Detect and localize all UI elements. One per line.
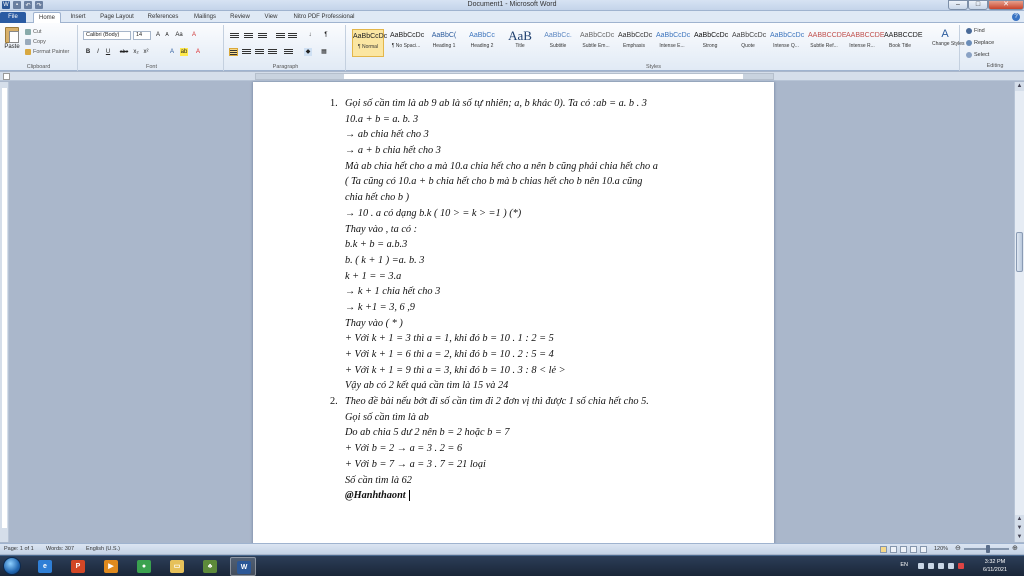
vertical-ruler[interactable]	[0, 82, 9, 542]
document-line[interactable]	[323, 284, 763, 300]
document-line[interactable]	[323, 331, 763, 347]
cursor-icon	[966, 52, 972, 58]
document-line[interactable]	[323, 488, 763, 504]
web-layout-view-icon[interactable]	[900, 546, 907, 553]
document-line[interactable]	[323, 253, 763, 269]
superscript-button[interactable]: x²	[143, 49, 149, 55]
clipboard-icon	[5, 27, 19, 43]
document-line[interactable]	[323, 441, 763, 457]
style-name: Intense E...	[659, 43, 685, 49]
save-icon[interactable]: ▪	[13, 1, 21, 9]
justify-icon[interactable]	[268, 48, 277, 56]
style-name: Title	[515, 43, 525, 49]
line-text: Số cần tìm là 62	[345, 474, 412, 486]
powerpoint-icon: P	[71, 560, 85, 573]
copy-label: Copy	[33, 39, 46, 45]
numbered-paragraph[interactable]	[323, 394, 763, 410]
left-margin-marker	[256, 74, 344, 79]
document-line[interactable]	[323, 425, 763, 441]
chrome-icon: ●	[137, 560, 151, 573]
find-label: Find	[974, 28, 985, 34]
zoom-out-icon[interactable]: ⊖	[955, 545, 961, 552]
cut-button[interactable]	[25, 29, 42, 35]
style-tile[interactable]	[808, 29, 847, 57]
previous-page-icon[interactable]: ▲	[1016, 516, 1023, 522]
document-line[interactable]	[323, 378, 763, 394]
line-text: b. ( k + 1 ) =a. b. 3	[345, 254, 425, 266]
taskbar-powerpoint[interactable]	[65, 557, 91, 576]
style-sample: AaBbCcDc	[732, 32, 767, 39]
word-logo-icon: W	[3, 2, 9, 8]
ie-icon: e	[38, 560, 52, 573]
paintbrush-icon	[25, 49, 31, 55]
line-text: Mà ab chia hết cho a mà 10.a chia hết cho a nên b cũng phải chia hết cho a	[345, 160, 658, 172]
line-text: Thay vào ( * )	[345, 317, 403, 329]
text-effects-icon[interactable]: A	[169, 49, 174, 55]
style-name: Strong	[702, 43, 718, 49]
clock-date: 6/11/2021	[982, 567, 1008, 573]
style-tile[interactable]	[352, 29, 388, 57]
style-sample: AaBbCcDc	[353, 33, 388, 40]
change-case-button[interactable]: Aa	[175, 32, 183, 38]
format-painter-button[interactable]	[25, 49, 69, 55]
style-sample: AaBbCcDc	[770, 32, 805, 39]
style-sample: AaBbCcDc	[694, 32, 729, 39]
taskbar-chrome[interactable]	[131, 557, 157, 576]
clear-formatting-button[interactable]: A	[191, 32, 196, 38]
line-text: Gọi số cần tìm là ab 9 ab là số tự nhiên; a, b khác 0). Ta có :ab = a. b . 3	[345, 98, 647, 109]
style-sample: AABBCCDE	[884, 32, 923, 39]
line-text: + Với k + 1 = 6 thì a = 2, khi đó b = 10 . 2 : 5 = 4	[345, 349, 554, 360]
document-line[interactable]	[323, 237, 763, 253]
full-screen-view-icon[interactable]	[890, 546, 897, 553]
taskbar-word[interactable]	[230, 557, 256, 576]
style-name: Heading 2	[470, 43, 494, 49]
style-sample: AABBCCDE	[808, 32, 847, 39]
tab-nitro-pdf[interactable]: Nitro PDF Professional	[293, 14, 355, 20]
line-text: → 10 . a có dạng b.k ( 10 > = k > =1 ) (*)	[345, 207, 522, 219]
flag-icon[interactable]	[958, 563, 964, 569]
line-text: → a + b chia hết cho 3	[345, 145, 441, 157]
styles-group-label: Styles	[646, 64, 661, 70]
document-line[interactable]	[323, 410, 763, 426]
tab-file[interactable]: File	[0, 12, 26, 23]
next-page-icon[interactable]: ▼	[1016, 525, 1023, 531]
numbered-paragraph[interactable]	[323, 96, 763, 112]
shrink-font-button[interactable]: A	[165, 32, 169, 38]
tab-page-layout[interactable]: Page Layout	[100, 14, 134, 20]
draft-view-icon[interactable]	[920, 546, 927, 553]
style-sample: AaBbCc.	[544, 32, 572, 39]
style-sample: AaBbCcDc	[390, 32, 425, 39]
vertical-scrollbar[interactable]	[1014, 82, 1024, 542]
change-styles-icon: A	[941, 28, 949, 40]
style-tile[interactable]	[846, 29, 885, 57]
line-text: chia hết cho b )	[345, 192, 410, 204]
document-body[interactable]	[323, 96, 763, 504]
print-layout-view-icon[interactable]	[880, 546, 887, 553]
align-right-icon[interactable]	[255, 48, 264, 56]
styles-group	[348, 25, 965, 71]
change-styles-label: Change Styles	[932, 41, 965, 47]
redo-icon[interactable]: ↷	[36, 2, 42, 9]
line-text: → k +1 = 3, 6 ,9	[345, 301, 415, 313]
document-line[interactable]	[323, 269, 763, 285]
style-sample: AaBbCcDc	[656, 32, 691, 39]
taskbar-ie[interactable]	[32, 557, 58, 576]
list-number: 1.	[330, 98, 338, 109]
font-group	[80, 25, 224, 71]
replace-label: Replace	[974, 40, 995, 46]
tab-insert[interactable]: Insert	[70, 14, 86, 20]
right-margin-marker	[743, 74, 773, 79]
ribbon	[0, 23, 1024, 71]
style-tile[interactable]	[428, 29, 460, 57]
clipboard-group	[0, 25, 78, 71]
sort-icon[interactable]: ↓	[308, 32, 312, 38]
editing-group-label: Editing	[986, 63, 1004, 69]
line-text: → ab chia hết cho 3	[345, 129, 429, 141]
style-sample: AaBbCcDc	[618, 32, 653, 39]
language-indicator[interactable]: English (U.S.)	[86, 546, 120, 552]
select-button[interactable]	[966, 52, 989, 58]
minimize-button[interactable]: –	[948, 0, 968, 10]
multilevel-list-icon[interactable]	[258, 32, 267, 40]
paragraph-group-label: Paragraph	[272, 64, 299, 70]
ruler-track	[255, 73, 774, 80]
font-name-combobox[interactable]: Calibri (Body)	[83, 31, 131, 40]
style-tile[interactable]	[732, 29, 767, 57]
paragraph-group	[226, 25, 346, 71]
font-color-icon[interactable]: A	[195, 49, 200, 55]
show-formatting-icon[interactable]: ¶	[324, 32, 328, 38]
close-button[interactable]: ✕	[988, 0, 1024, 10]
taskbar-media-player[interactable]	[98, 557, 124, 576]
taskbar-game[interactable]	[197, 557, 223, 576]
volume-icon[interactable]	[948, 563, 954, 569]
highlight-icon[interactable]: ab	[180, 49, 188, 55]
numbering-icon[interactable]	[244, 32, 253, 40]
style-sample: AaB	[508, 28, 532, 43]
document-line[interactable]	[323, 159, 763, 175]
document-line[interactable]	[323, 316, 763, 332]
game-icon: ♣	[203, 560, 217, 573]
align-center-icon[interactable]	[242, 48, 251, 56]
maximize-button[interactable]: □	[968, 0, 988, 10]
vertical-ruler-track	[2, 88, 7, 528]
line-text: Vậy ab có 2 kết quả cần tìm là 15 và 24	[345, 380, 509, 392]
document-line[interactable]	[323, 190, 763, 206]
line-text: 10.a + b = a. b. 3	[345, 113, 419, 125]
document-line[interactable]	[323, 112, 763, 128]
document-line[interactable]	[323, 473, 763, 489]
word-count[interactable]: Words: 307	[46, 546, 75, 552]
scroll-up-icon[interactable]: ▲	[1016, 83, 1023, 89]
style-name: ¶ Normal	[357, 44, 379, 50]
line-text: + Với k + 1 = 9 thì a = 3, khi đó b = 10 . 3 : 8 < lẻ >	[345, 364, 566, 376]
line-text: Theo đề bài nếu bớt đi số cần tìm đi 2 đơn vị thì được 1 số chia hết cho 5.	[345, 396, 649, 408]
document-line[interactable]	[323, 143, 763, 159]
binoculars-icon	[966, 28, 972, 34]
media-player-icon: ▶	[104, 560, 118, 573]
document-line[interactable]	[323, 127, 763, 143]
document-line[interactable]	[323, 457, 763, 473]
window-title: Document1 - Microsoft Word	[467, 1, 557, 8]
paste-button[interactable]	[3, 27, 21, 50]
line-text: + Với b = 2 → a = 3 . 2 = 6	[345, 443, 463, 455]
tab-mailings[interactable]: Mailings	[193, 14, 216, 20]
grow-font-button[interactable]: A	[155, 32, 160, 38]
show-hidden-icons-icon[interactable]	[918, 563, 924, 569]
tab-view[interactable]: View	[264, 14, 278, 20]
line-text: + Với k + 1 = 3 thì a = 1, khi đó b = 10 . 1 : 2 = 5	[345, 333, 554, 345]
title-bar	[0, 0, 1024, 11]
style-name: Heading 1	[432, 43, 456, 49]
style-tile[interactable]	[884, 29, 923, 57]
line-text: → k + 1 chia hết cho 3	[345, 286, 441, 298]
decrease-indent-icon[interactable]	[276, 32, 285, 40]
outline-view-icon[interactable]	[910, 546, 917, 553]
style-tile[interactable]	[580, 29, 615, 57]
windows-taskbar	[0, 555, 1024, 576]
list-number: 2.	[330, 396, 338, 408]
undo-icon[interactable]: ↶	[25, 2, 31, 9]
line-text: Thay vào , ta có :	[345, 223, 418, 235]
find-button[interactable]	[966, 28, 985, 34]
replace-icon	[966, 40, 972, 46]
tab-selector[interactable]	[3, 73, 10, 80]
word-icon: W	[237, 561, 251, 574]
network-icon[interactable]	[938, 563, 944, 569]
replace-button[interactable]	[966, 40, 994, 46]
line-text: k + 1 = = 3.a	[345, 270, 402, 282]
status-bar	[0, 543, 1024, 554]
subscript-button[interactable]: x₂	[133, 49, 139, 55]
horizontal-ruler[interactable]	[0, 72, 1024, 81]
zoom-level[interactable]: 120%	[934, 546, 949, 552]
style-name: ¶ No Spaci...	[391, 43, 421, 49]
clock-time: 3:32 PM	[984, 559, 1006, 565]
borders-icon[interactable]: ▦	[321, 49, 327, 55]
style-tile[interactable]	[466, 29, 498, 57]
document-page[interactable]	[253, 82, 774, 552]
style-name: Subtle Em...	[582, 43, 610, 49]
line-text: Do ab chia 5 dư 2 nên b = 2 hoặc b = 7	[345, 427, 510, 439]
document-workspace	[10, 82, 1013, 542]
style-tile[interactable]	[656, 29, 691, 57]
style-name: Quote	[741, 43, 755, 49]
style-tile[interactable]	[694, 29, 729, 57]
underline-button[interactable]: U	[105, 49, 111, 55]
format-painter-label: Format Painter	[33, 49, 70, 55]
strikethrough-button[interactable]: abe	[119, 49, 129, 55]
scroll-down-icon[interactable]: ▼	[1016, 534, 1023, 540]
action-center-icon[interactable]	[928, 563, 934, 569]
style-tile[interactable]	[618, 29, 653, 57]
line-text: @Hanhthaont	[345, 490, 406, 502]
style-tile[interactable]	[504, 29, 536, 57]
tab-references[interactable]: References	[147, 14, 179, 20]
clock[interactable]	[978, 558, 1012, 574]
line-text: Gọi số cần tìm là ab	[345, 411, 429, 423]
page-count[interactable]: Page: 1 of 1	[4, 546, 34, 552]
document-line[interactable]	[323, 206, 763, 222]
zoom-slider-knob[interactable]	[986, 545, 990, 553]
tab-review[interactable]: Review	[230, 14, 250, 20]
language-bar[interactable]: EN	[900, 562, 908, 568]
cut-label: Cut	[33, 29, 42, 35]
align-left-icon[interactable]	[229, 48, 238, 56]
line-text: b.k + b = a.b.3	[345, 239, 408, 251]
tab-home[interactable]: Home	[33, 12, 61, 23]
document-line[interactable]	[323, 222, 763, 238]
increase-indent-icon[interactable]	[288, 32, 297, 40]
copy-button[interactable]	[25, 39, 46, 45]
select-label: Select	[974, 52, 990, 58]
style-tile[interactable]	[390, 29, 425, 57]
style-name: Emphasis	[623, 43, 645, 49]
document-line[interactable]	[323, 174, 763, 190]
ribbon-tab-bar	[0, 11, 1024, 23]
document-line[interactable]	[323, 363, 763, 379]
style-name: Subtle Ref...	[810, 43, 838, 49]
scrollbar-thumb[interactable]	[1016, 232, 1023, 272]
clipboard-group-label: Clipboard	[26, 64, 51, 70]
start-button[interactable]	[3, 557, 21, 575]
copy-icon	[25, 39, 31, 45]
style-name: Book Title	[889, 43, 911, 49]
style-tile[interactable]	[542, 29, 574, 57]
style-name: Intense R...	[849, 43, 875, 49]
bold-button[interactable]: B	[85, 49, 91, 55]
change-styles-button[interactable]	[932, 27, 965, 55]
style-sample: AABBCCDE	[846, 32, 885, 39]
font-group-label: Font	[145, 64, 157, 70]
style-sample: AaBbC(	[431, 32, 457, 39]
zoom-in-icon[interactable]: ⊕	[1012, 545, 1018, 552]
bullets-icon[interactable]	[230, 32, 239, 40]
help-icon[interactable]: ?	[1012, 13, 1020, 21]
document-line[interactable]	[323, 347, 763, 363]
shading-icon[interactable]: ◆	[305, 49, 311, 55]
italic-button[interactable]: I	[97, 49, 99, 55]
style-sample: AaBbCcDc	[580, 32, 615, 39]
style-tile[interactable]	[770, 29, 805, 57]
taskbar-explorer[interactable]	[164, 557, 190, 576]
paste-label: Paste	[4, 44, 20, 50]
font-size-combobox[interactable]: 14	[133, 31, 151, 40]
style-name: Intense Q...	[773, 43, 799, 49]
line-text: + Với b = 7 → a = 3 . 7 = 21 loại	[345, 458, 486, 470]
document-line[interactable]	[323, 300, 763, 316]
line-text: ( Ta cũng có 10.a + b chia hết cho b mà b chias hết cho b nên 10.a cũng	[345, 176, 643, 188]
explorer-icon: ▭	[170, 560, 184, 573]
scissors-icon	[25, 29, 31, 35]
style-name: Subtitle	[549, 43, 567, 49]
style-sample: AaBbCc	[469, 32, 495, 39]
text-cursor	[409, 490, 410, 501]
line-spacing-icon[interactable]	[284, 48, 293, 56]
